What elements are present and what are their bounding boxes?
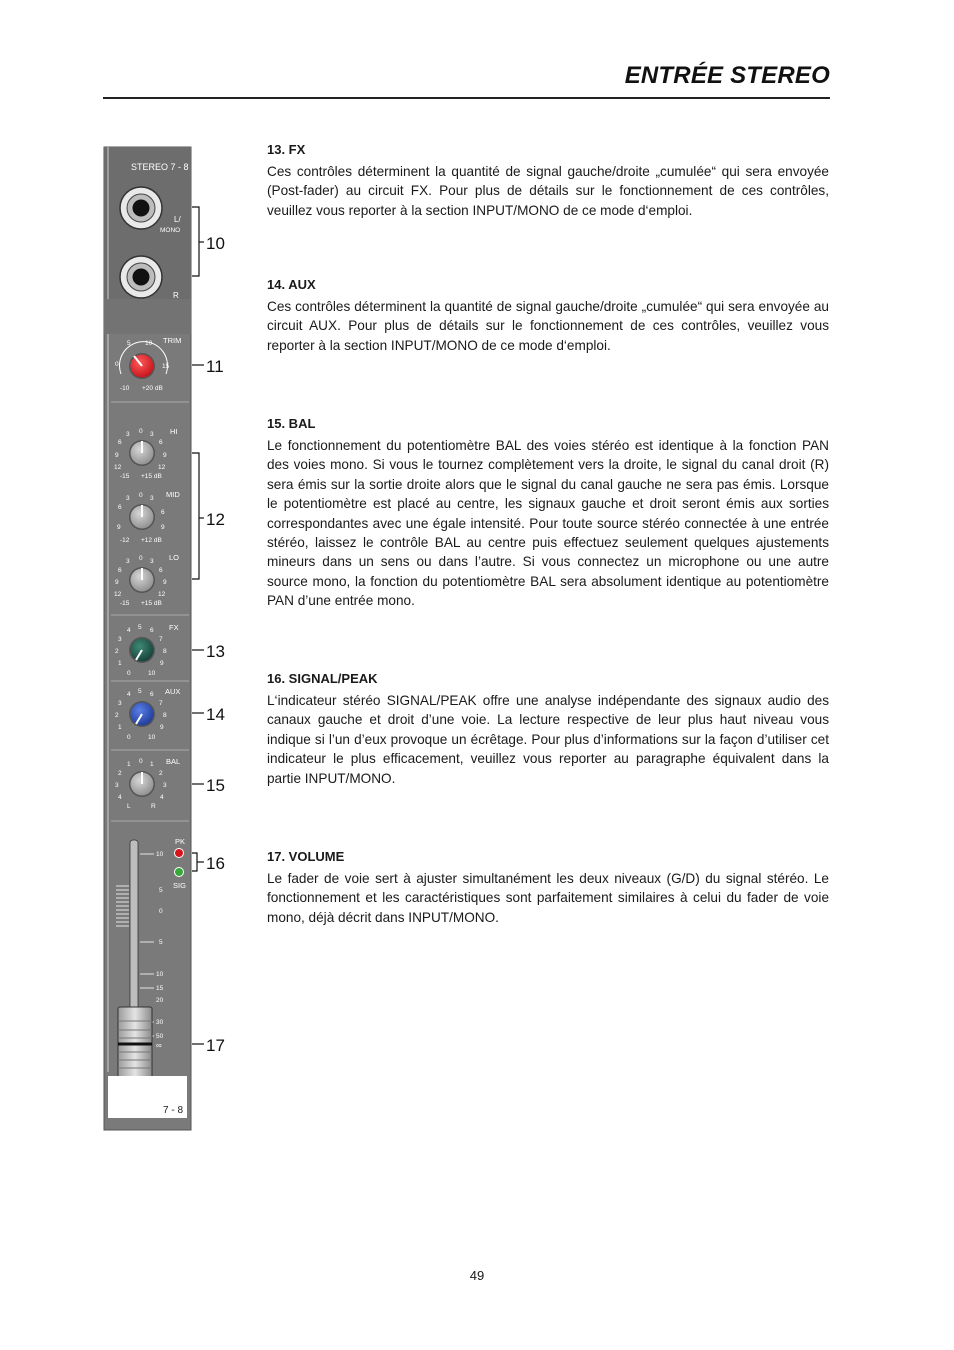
lo-knob-icon[interactable] <box>129 567 155 593</box>
lo-tick: 9 <box>163 579 167 586</box>
lo-range-high: +15 dB <box>141 600 162 607</box>
jack-right-icon <box>120 256 162 298</box>
page-title: ENTRÉE STEREO <box>624 62 830 89</box>
mid-tick: 9 <box>161 524 165 531</box>
title-rule <box>103 97 830 99</box>
fx-tick: 4 <box>127 627 131 634</box>
hi-tick: 12 <box>114 464 122 471</box>
fx-tick: 2 <box>115 648 119 655</box>
callout-14: 14 <box>206 705 225 724</box>
trim-range-high: +20 dB <box>142 385 163 392</box>
trim-label: TRIM <box>163 336 182 345</box>
hi-tick: 6 <box>159 439 163 446</box>
callout-10: 10 <box>206 234 225 253</box>
fader-scale-label: 50 <box>156 1033 164 1040</box>
trim-scale-left: 5 <box>127 340 131 347</box>
section-volume <box>267 849 829 927</box>
section-body: Le fader de voie sert à ajuster simultanément les deux niveaux (G/D) du signal stéréo. Le fonctionnement et les caractéristiques sont parfaitement similaires à celui du fader de voie mono, déjà décrit dans INPUT/MONO. <box>267 871 829 925</box>
hi-range-high: +15 dB <box>141 473 162 480</box>
trim-scale-right: 15 <box>162 363 170 370</box>
aux-tick: 4 <box>127 691 131 698</box>
fader-scale-label: 0 <box>159 908 163 915</box>
signal-led-icon <box>175 868 184 877</box>
mid-range-low: -12 <box>120 537 130 544</box>
aux-tick: 0 <box>127 734 131 741</box>
jack-left-sub: MONO <box>160 227 181 234</box>
jack-right-label: R <box>173 291 179 300</box>
lo-tick: 6 <box>159 567 163 574</box>
hi-range-low: -15 <box>120 473 130 480</box>
lo-tick: 0 <box>139 555 143 562</box>
hi-tick: 6 <box>118 439 122 446</box>
bal-tick: L <box>127 803 131 810</box>
hi-tick: 3 <box>150 431 154 438</box>
fx-knob-icon[interactable] <box>129 637 155 663</box>
trim-scale-zero: 0 <box>115 361 119 368</box>
mid-knob-icon[interactable] <box>129 504 155 530</box>
aux-tick: 3 <box>118 700 122 707</box>
aux-tick: 9 <box>160 724 164 731</box>
mid-tick: 6 <box>161 509 165 516</box>
stereo-channel-strip-illustration <box>103 146 223 1132</box>
fader-scale-label: 30 <box>156 1019 164 1026</box>
section-fx <box>267 142 829 220</box>
aux-label: AUX <box>165 687 181 696</box>
aux-knob-icon[interactable] <box>129 701 155 727</box>
hi-knob-icon[interactable] <box>129 440 155 466</box>
bal-tick: 3 <box>115 782 119 789</box>
aux-tick: 10 <box>148 734 156 741</box>
mid-tick: 3 <box>150 495 154 502</box>
bal-tick: 1 <box>150 761 154 768</box>
section-bal <box>267 416 829 611</box>
fx-tick: 5 <box>138 624 142 631</box>
callout-13: 13 <box>206 642 225 661</box>
fx-tick: 6 <box>150 627 154 634</box>
fx-tick: 7 <box>159 636 163 643</box>
bal-tick: 4 <box>160 794 164 801</box>
strip-header-label: STEREO 7 - 8 <box>131 162 189 172</box>
bal-tick: R <box>151 803 156 810</box>
fx-tick: 1 <box>118 660 122 667</box>
aux-tick: 5 <box>138 688 142 695</box>
mid-label: MID <box>166 490 180 499</box>
lo-tick: 12 <box>158 591 166 598</box>
aux-tick: 7 <box>159 700 163 707</box>
hi-tick: 9 <box>115 452 119 459</box>
lo-tick: 3 <box>126 558 130 565</box>
section-body: Le fonctionnement du potentiomètre BAL des voies stéréo est identique à la fonction PAN des voies mono. Si vous le tournez complètement vers la droite, le signal du canal droit (R) sera émis sur la sortie droite alors que le signal du canal gauche ne sera pas émis. Lorsque le potentiomètre est placé au centre, les signaux gauche et droit seront émis aux sorties correspondantes avec une égale intensité. Pour toute source stéréo connectée à une entrée stéréo, laissez le contrôle BAL au centre puis effectuez seulement quelques ajustements mineurs dans un sens ou dans l’autre. Si vous connectez un microphone ou une autre source mono, la fonction du potentiomètre BAL sera absolument identique au potentiomètre PAN d’une entrée mono. <box>267 438 829 609</box>
section-heading: 14. AUX <box>267 277 316 292</box>
mid-tick: 9 <box>117 524 121 531</box>
hi-tick: 12 <box>158 464 166 471</box>
section-aux <box>267 277 829 355</box>
bal-tick: 3 <box>163 782 167 789</box>
bal-knob-icon[interactable] <box>129 771 155 797</box>
mid-tick: 3 <box>126 495 130 502</box>
lo-tick: 12 <box>114 591 122 598</box>
lo-tick: 9 <box>115 579 119 586</box>
fx-tick: 9 <box>160 660 164 667</box>
aux-tick: 1 <box>118 724 122 731</box>
fx-label: FX <box>169 623 179 632</box>
lo-tick: 3 <box>150 558 154 565</box>
fader-scale-label: 15 <box>156 985 164 992</box>
hi-tick: 9 <box>163 452 167 459</box>
jack-left-label: L/ <box>174 215 181 224</box>
section-heading: 17. VOLUME <box>267 849 345 864</box>
lo-label: LO <box>169 553 180 562</box>
fx-tick: 8 <box>163 648 167 655</box>
fx-tick: 0 <box>127 670 131 677</box>
fader-scale-label: 5 <box>159 887 163 894</box>
bal-tick: 1 <box>127 761 131 768</box>
hi-tick: 0 <box>139 428 143 435</box>
trim-range-low: -10 <box>120 385 130 392</box>
aux-tick: 8 <box>163 712 167 719</box>
led-signal-label: SIG <box>173 881 186 890</box>
bal-tick: 0 <box>139 758 143 765</box>
callout-16: 16 <box>206 854 225 873</box>
lo-range-low: -15 <box>120 600 130 607</box>
bal-tick: 2 <box>159 770 163 777</box>
section-heading: 13. FX <box>267 142 306 157</box>
section-heading: 16. SIGNAL/PEAK <box>267 671 378 686</box>
section-body: Ces contrôles déterminent la quantité de signal gauche/droite „cumulée“ qui sera envoyée (Post-fader) au circuit FX. Pour plus de détails sur le fonctionnement de ces contrôles, veuillez vous reporter à la section INPUT/MONO de ce mode d‘emploi. <box>267 164 829 218</box>
bal-label: BAL <box>166 757 181 766</box>
section-body: Ces contrôles déterminent la quantité de signal gauche/droite „cumulée“ qui sera envoyée au circuit AUX. Pour plus de détails sur le fonctionnement de ces contrôles, veuillez vous reporter à la section INPUT/MONO de ce mode d‘emploi. <box>267 299 829 353</box>
callout-brackets <box>192 207 204 1044</box>
fader-scale-label: 10 <box>156 851 164 858</box>
fader-scale-label: 5 <box>159 939 163 946</box>
trim-knob-icon[interactable] <box>129 353 155 379</box>
bal-tick: 4 <box>118 794 122 801</box>
mid-tick: 0 <box>139 492 143 499</box>
mid-tick: 6 <box>118 504 122 511</box>
hi-label: HI <box>170 427 178 436</box>
fx-tick: 10 <box>148 670 156 677</box>
section-signal-peak <box>267 671 829 788</box>
aux-tick: 2 <box>115 712 119 719</box>
fx-tick: 3 <box>118 636 122 643</box>
callout-17: 17 <box>206 1036 225 1055</box>
led-peak-label: PK <box>175 837 186 846</box>
fader-scale-label: 20 <box>156 997 164 1004</box>
section-heading: 15. BAL <box>267 416 316 431</box>
callout-12: 12 <box>206 510 225 529</box>
page-number: 49 <box>469 1268 485 1283</box>
hi-tick: 3 <box>126 431 130 438</box>
section-body: L‘indicateur stéréo SIGNAL/PEAK offre une analyse indépendante des signaux audio des canaux gauche et droit d’une voie. La lecture respective de leur plus haut niveau vous indique si l’un d’eux provoque un écrêtage. Pour plus d’informations sur la façon d’utiliser cet indicateur le plus efficacement, veuillez vous reporter au paragraphe équivalent dans la partie INPUT/MONO. <box>267 693 829 786</box>
callout-11: 11 <box>206 357 224 376</box>
callout-15: 15 <box>206 776 225 795</box>
fader-scale-label: ∞ <box>156 1041 162 1050</box>
aux-tick: 6 <box>150 691 154 698</box>
fader-scale-label: 10 <box>156 971 164 978</box>
fader-cap-icon[interactable] <box>118 1007 152 1082</box>
bal-tick: 2 <box>118 770 122 777</box>
lo-tick: 6 <box>118 567 122 574</box>
mid-range-high: +12 dB <box>141 537 162 544</box>
jack-left-icon <box>120 187 162 229</box>
channel-label: 7 - 8 <box>163 1105 184 1116</box>
peak-led-icon <box>175 849 184 858</box>
trim-scale-top: 10 <box>145 340 153 347</box>
